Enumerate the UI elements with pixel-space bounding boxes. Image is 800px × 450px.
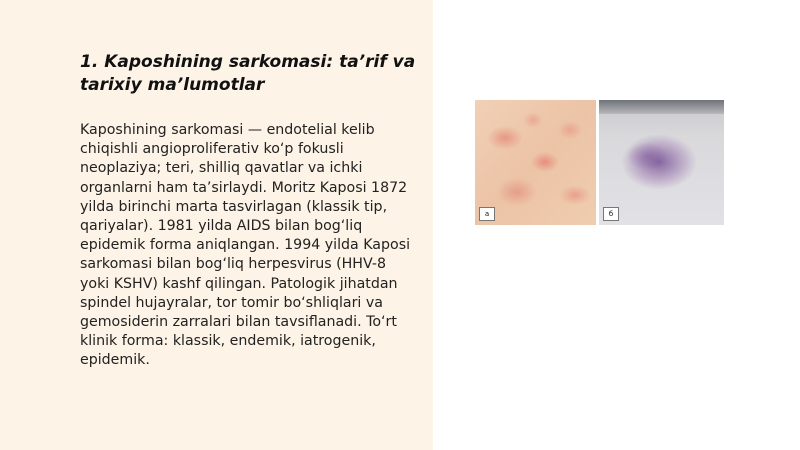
photo-label-a: a [479, 207, 495, 221]
clinical-photo-a [475, 100, 596, 225]
slide-body-text: Kaposhining sarkomasi — endotelial kelib chiqishli angioproliferativ ko‘p fokusli neoplaziya; teri, shilliq qavatlar va ichki organlarni ham ta’sirlaydi. Moritz Kaposi 1872 yilda birinchi marta tasvirlagan (klassik tip, qariyalar). 1981 yilda AIDS bilan bog‘liq epidemik forma aniqlangan. 1994 yilda Kaposi sarkomasi bilan bog‘liq herpesvirus (HHV-8 yoki KSHV) kashf qilingan. Patologik jihatdan spindel hujayralar, tor tomir bo‘shliqlari va gemosiderin zarralari bilan tavsiflanadi. To‘rt klinik forma: klassik, endemik, iatrogenik, epidemik. [80, 122, 411, 369]
clinical-photo-b [599, 100, 724, 225]
photo-label-b: б [603, 207, 619, 221]
slide-title: 1. Kaposhining sarkomasi: ta’rif va tarixiy ma’lumotlar [80, 52, 416, 95]
